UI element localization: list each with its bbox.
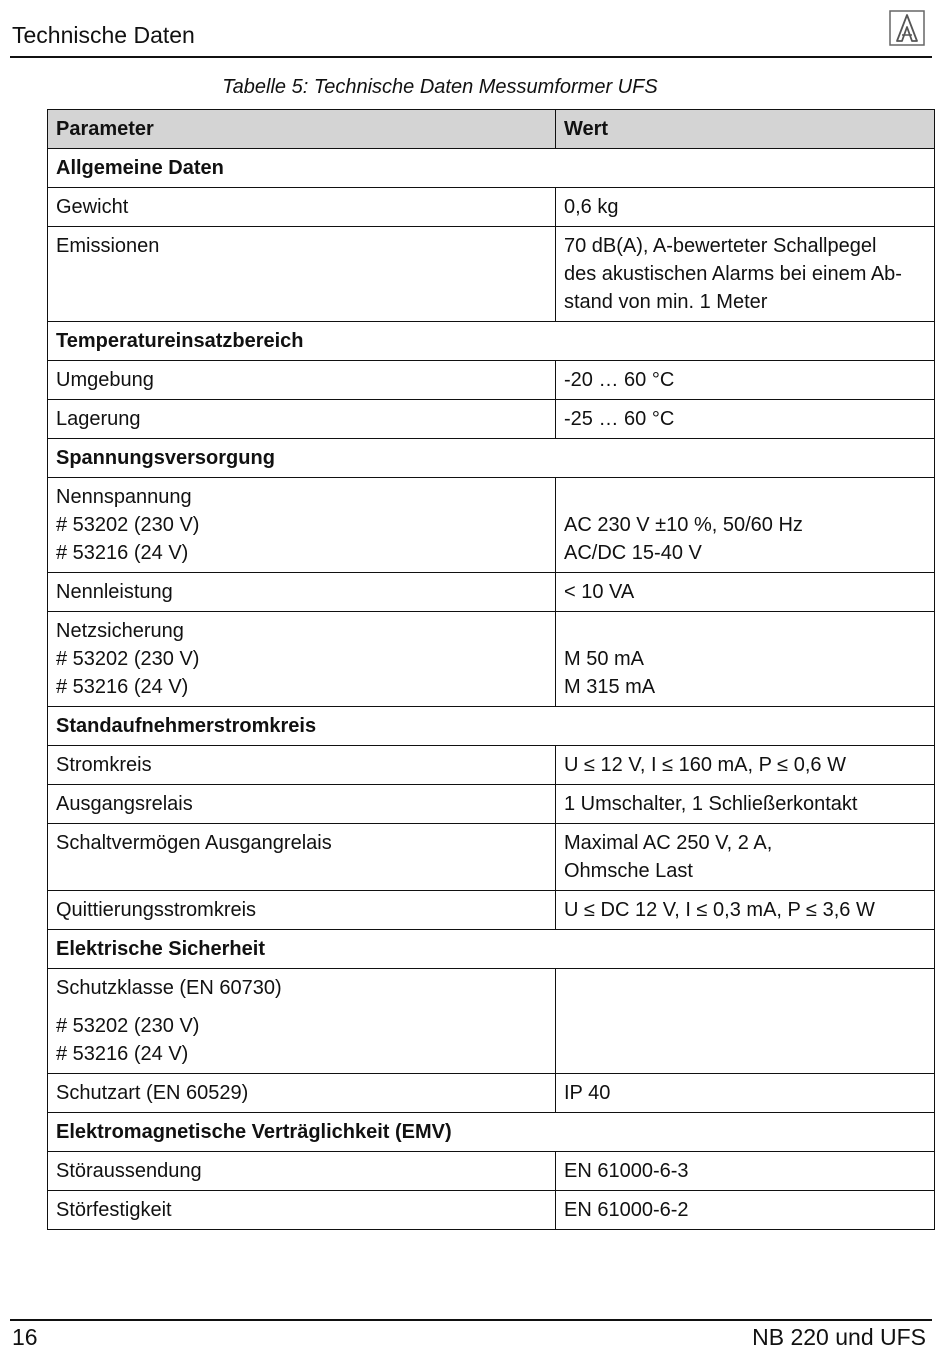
value-cell: IP 40 [556, 1074, 935, 1113]
parameter-cell: Schaltvermögen Ausgangrelais [48, 824, 556, 891]
header-divider [10, 56, 932, 58]
parameter-cell: Nennleistung [48, 573, 556, 612]
section-title: Elektrische Sicherheit [48, 930, 935, 969]
page-number: 16 [12, 1324, 38, 1350]
table-row [48, 824, 935, 891]
footer-document-title: NB 220 und UFS [752, 1324, 926, 1350]
table-row [48, 361, 935, 400]
parameter-line: # 53202 (230 V) [56, 514, 200, 536]
value-line: stand von min. 1 Meter [564, 291, 768, 313]
value-cell: < 10 VA [556, 573, 935, 612]
running-header-title: Technische Daten [12, 22, 195, 48]
table-header-row [48, 110, 935, 149]
parameter-cell: Emissionen [48, 227, 556, 322]
table-row [48, 891, 935, 930]
value-cell: 0,6 kg [556, 188, 935, 227]
value-line: AC 230 V ±10 %, 50/60 Hz [564, 514, 803, 536]
section-row [48, 149, 935, 188]
table-row [48, 746, 935, 785]
value-line: M 315 mA [564, 676, 656, 698]
parameter-cell: Lagerung [48, 400, 556, 439]
parameter-cell [48, 969, 556, 1074]
table-row [48, 573, 935, 612]
table-row [48, 1074, 935, 1113]
value-line: Ohmsche Last [564, 860, 693, 882]
section-row [48, 930, 935, 969]
table-row [48, 188, 935, 227]
value-line: des akustischen Alarms bei einem Ab- [564, 263, 902, 285]
table-row [48, 785, 935, 824]
section-title: Spannungsversorgung [48, 439, 935, 478]
parameter-line: Nennspannung [56, 486, 192, 508]
table-row [48, 227, 935, 322]
footer-divider [10, 1319, 932, 1321]
value-cell: -25 … 60 °C [556, 400, 935, 439]
value-cell [556, 478, 935, 573]
section-title: Allgemeine Daten [48, 149, 935, 188]
value-line: M 50 mA [564, 648, 645, 670]
value-line: 70 dB(A), A-bewerteter Schallpegel [564, 235, 877, 257]
value-cell: -20 … 60 °C [556, 361, 935, 400]
value-cell [556, 824, 935, 891]
parameter-cell: Umgebung [48, 361, 556, 400]
section-row [48, 707, 935, 746]
value-cell: U ≤ DC 12 V, I ≤ 0,3 mA, P ≤ 3,6 W [556, 891, 935, 930]
value-line: Maximal AC 250 V, 2 A, [564, 832, 773, 854]
table-row [48, 1152, 935, 1191]
table-row [48, 400, 935, 439]
parameter-cell: Störfestigkeit [48, 1191, 556, 1230]
parameter-line: # 53216 (24 V) [56, 542, 189, 564]
value-cell [556, 969, 935, 1074]
section-title: Standaufnehmerstromkreis [48, 707, 935, 746]
value-cell: 1 Umschalter, 1 Schließerkontakt [556, 785, 935, 824]
section-row [48, 1113, 935, 1152]
parameter-line: # 53216 (24 V) [56, 1043, 189, 1065]
parameter-cell: Gewicht [48, 188, 556, 227]
parameter-line: Schutzklasse (EN 60730) [56, 977, 282, 999]
column-header-wert: Wert [556, 110, 935, 149]
parameter-cell: Störaussendung [48, 1152, 556, 1191]
table-caption: Tabelle 5: Technische Daten Messumformer UFS [222, 76, 658, 98]
section-title: Elektromagnetische Verträglichkeit (EMV) [48, 1113, 935, 1152]
parameter-cell [48, 478, 556, 573]
parameter-line: # 53202 (230 V) [56, 648, 200, 670]
parameter-cell: Ausgangsrelais [48, 785, 556, 824]
table-row [48, 1191, 935, 1230]
value-line: AC/DC 15-40 V [564, 542, 702, 564]
value-cell: U ≤ 12 V, I ≤ 160 mA, P ≤ 0,6 W [556, 746, 935, 785]
parameter-line: Netzsicherung [56, 620, 184, 642]
parameter-line: # 53202 (230 V) [56, 1015, 200, 1037]
value-cell [556, 227, 935, 322]
parameter-cell: Quittierungsstromkreis [48, 891, 556, 930]
value-cell: EN 61000-6-2 [556, 1191, 935, 1230]
column-header-parameter: Parameter [48, 110, 556, 149]
parameter-cell [48, 612, 556, 707]
table-row [48, 478, 935, 573]
parameter-cell: Stromkreis [48, 746, 556, 785]
section-title: Temperatureinsatzbereich [48, 322, 935, 361]
table-row [48, 969, 935, 1074]
table-row [48, 612, 935, 707]
section-row [48, 322, 935, 361]
value-cell [556, 612, 935, 707]
technical-data-table [47, 109, 935, 1230]
parameter-cell: Schutzart (EN 60529) [48, 1074, 556, 1113]
value-cell: EN 61000-6-3 [556, 1152, 935, 1191]
section-row [48, 439, 935, 478]
parameter-line: # 53216 (24 V) [56, 676, 189, 698]
company-logo-icon [889, 10, 925, 46]
